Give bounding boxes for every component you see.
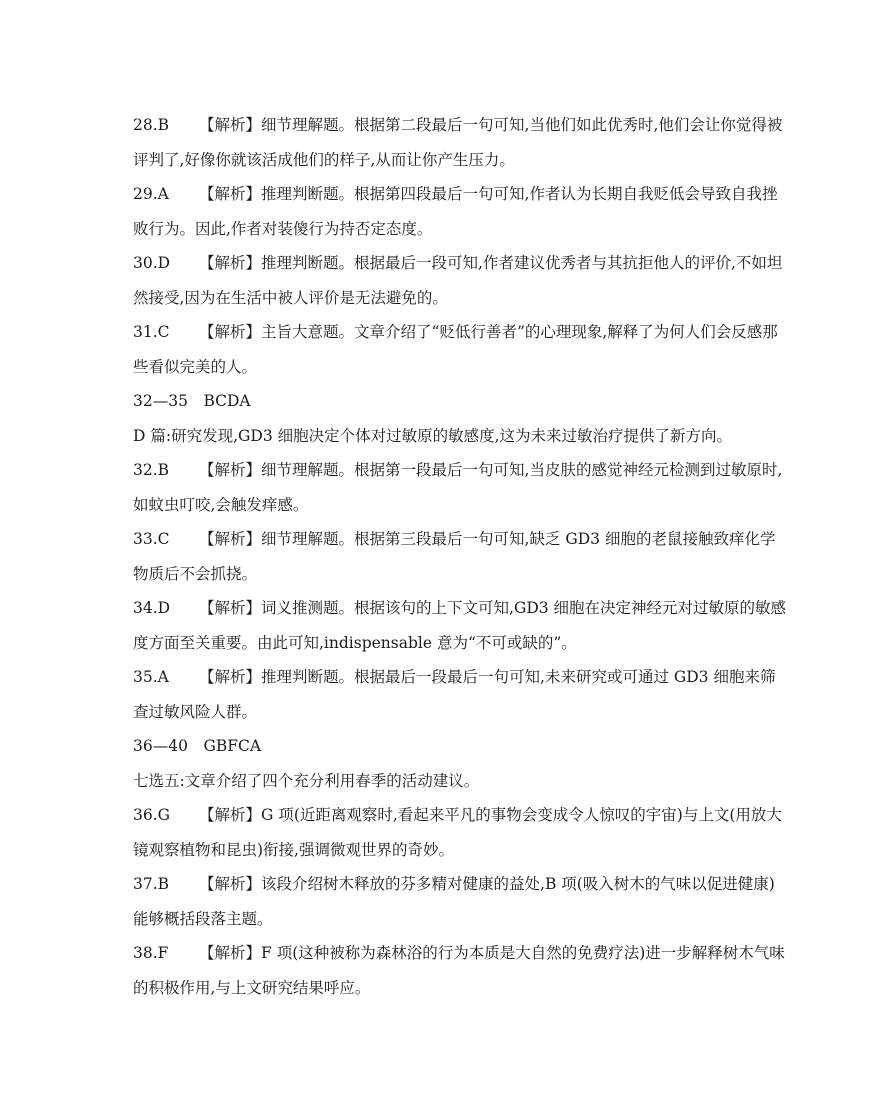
explanation-line: 查过敏风险人群。 — [133, 702, 258, 721]
explanation-line: 如蚊虫叮咬,会触发痒感。 — [133, 495, 309, 514]
explanation-line: 败行为。因此,作者对装傻行为持否定态度。 — [133, 219, 433, 238]
explanation-37 — [133, 867, 773, 936]
explanation-line: 推理判断题。根据最后一段最后一句可知,未来研究或可通过 GD3 细胞来筛 — [261, 668, 776, 686]
explanation-line: 主旨大意题。文章介绍了“贬低行善者”的心理现象,解释了为何人们会反感那 — [261, 323, 778, 341]
explanation-line: 的积极作用,与上文研究结果呼应。 — [133, 978, 371, 997]
answer-number: 29.A — [133, 185, 169, 203]
answer-number: 38.F — [133, 944, 169, 962]
analysis-tag: 【解析】 — [199, 668, 262, 686]
answer-explanations — [133, 108, 787, 1005]
explanation-line: 细节理解题。根据第一段最后一句可知,当皮肤的感觉神经元检测到过敏原时, — [261, 461, 783, 479]
explanation-35 — [133, 660, 776, 729]
explanation-line: 度方面至关重要。由此可知,indispensable 意为“不可或缺的”。 — [133, 633, 577, 652]
explanation-line: 些看似完美的人。 — [133, 357, 258, 376]
answer-number: 37.B — [133, 875, 170, 893]
answer-number: 35.A — [133, 668, 169, 686]
analysis-tag: 【解析】 — [199, 185, 262, 203]
answer-number: 28.B — [133, 116, 170, 134]
explanation-line: 能够概括段落主题。 — [133, 909, 273, 928]
explanation-line: F 项(这种被称为森林浴的行为本质是大自然的免费疗法)进一步解释树木气味 — [261, 944, 785, 962]
explanation-32 — [133, 453, 783, 522]
explanation-28 — [133, 108, 783, 177]
answer-number: 33.C — [133, 530, 170, 548]
explanation-30 — [133, 246, 783, 315]
analysis-tag: 【解析】 — [199, 254, 262, 272]
analysis-tag: 【解析】 — [199, 116, 262, 134]
analysis-tag: 【解析】 — [199, 806, 262, 824]
answer-number: 34.D — [133, 599, 171, 617]
analysis-tag: 【解析】 — [199, 944, 262, 962]
explanation-line: 物质后不会抓挠。 — [133, 564, 258, 583]
explanation-line: 镜观察植物和昆虫)衔接,强调微观世界的奇妙。 — [133, 840, 454, 859]
explanation-31 — [133, 315, 778, 384]
explanation-line: 细节理解题。根据第三段最后一句可知,缺乏 GD3 细胞的老鼠接触致痒化学 — [261, 530, 776, 548]
analysis-tag: 【解析】 — [199, 875, 262, 893]
explanation-36 — [133, 798, 782, 867]
answer-number: 30.D — [133, 254, 171, 272]
explanation-line: G 项(近距离观察时,看起来平凡的事物会变成令人惊叹的宇宙)与上文(用放大 — [261, 806, 782, 824]
analysis-tag: 【解析】 — [199, 530, 262, 548]
explanation-34 — [133, 591, 787, 660]
explanation-line: 评判了,好像你就该活成他们的样子,从而让你产生压力。 — [133, 150, 515, 169]
explanation-line: 推理判断题。根据第四段最后一句可知,作者认为长期自我贬低会导致自我挫 — [261, 185, 778, 203]
passage-d-summary: D 篇:研究发现,GD3 细胞决定个体对过敏原的敏感度,这为未来过敏治疗提供了新方向。 — [133, 426, 733, 445]
explanation-line: 该段介绍树木释放的芬多精对健康的益处,B 项(吸入树木的气味以促进健康) — [261, 875, 775, 893]
explanation-33 — [133, 522, 776, 591]
seven-choose-five-summary: 七选五:文章介绍了四个充分利用春季的活动建议。 — [133, 771, 480, 790]
explanation-line: 细节理解题。根据第二段最后一句可知,当他们如此优秀时,他们会让你觉得被 — [261, 116, 783, 134]
answer-number: 32.B — [133, 461, 170, 479]
explanation-line: 然接受,因为在生活中被人评价是无法避免的。 — [133, 288, 448, 307]
answer-number: 31.C — [133, 323, 170, 341]
answer-key-32-35: 32—35 BCDA — [133, 392, 251, 410]
analysis-tag: 【解析】 — [199, 323, 262, 341]
explanation-line: 词义推测题。根据该句的上下文可知,GD3 细胞在决定神经元对过敏原的敏感 — [261, 599, 787, 617]
explanation-29 — [133, 177, 778, 246]
analysis-tag: 【解析】 — [199, 461, 262, 479]
explanation-38 — [133, 936, 785, 1005]
answer-number: 36.G — [133, 806, 171, 824]
explanation-line: 推理判断题。根据最后一段可知,作者建议优秀者与其抗拒他人的评价,不如坦 — [261, 254, 783, 272]
analysis-tag: 【解析】 — [199, 599, 262, 617]
answer-key-36-40: 36—40 GBFCA — [133, 737, 262, 755]
